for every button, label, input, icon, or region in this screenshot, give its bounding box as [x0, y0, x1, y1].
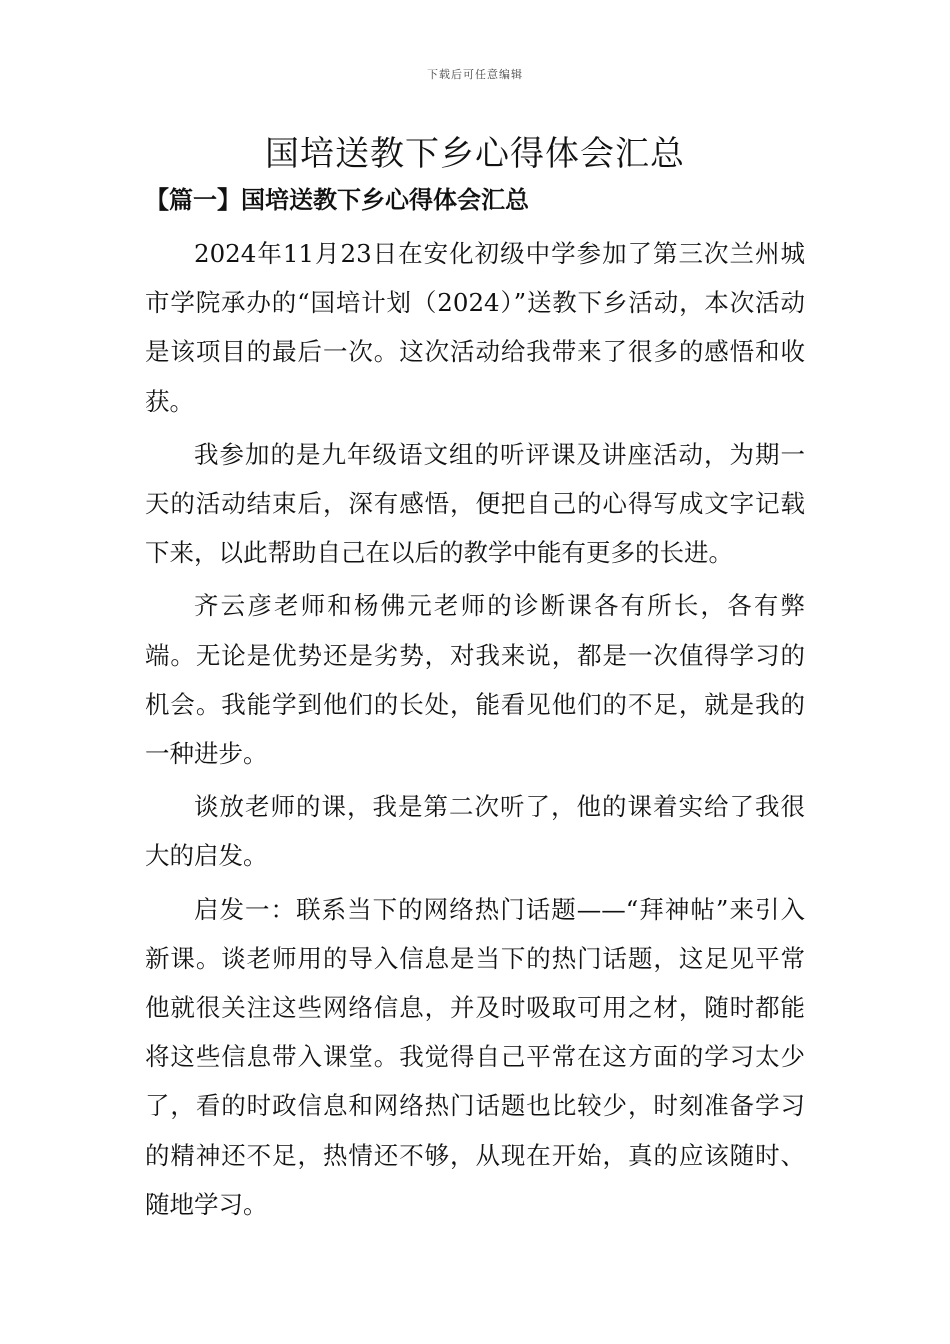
section-heading: 【篇一】国培送教下乡心得体会汇总: [145, 185, 529, 214]
paragraph-1: 2024年11月23日在安化初级中学参加了第三次兰州城市学院承办的“国培计划（2024）”送教下乡活动，本次活动是该项目的最后一次。这次活动给我带来了很多的感悟和收获。: [145, 239, 805, 416]
paragraph-5: 启发一：联系当下的网络热门话题——“拜神帖”来引入新课。谈老师用的导入信息是当下的热门话题，这足见平常他就很关注这些网络信息，并及时吸取可用之材，随时都能将这些信息带入课堂。我觉得自己平常在这方面的学习太少了，看的时政信息和网络热门话题也比较少，时刻准备学习的精神还不足，热情还不够，从现在开始，真的应该随时、随地学习。: [145, 894, 805, 1219]
paragraph-3: 齐云彦老师和杨佛元老师的诊断课各有所长，各有弊端。无论是优势还是劣势，对我来说，都是一次值得学习的机会。我能学到他们的长处，能看见他们的不足，就是我的一种进步。: [145, 591, 805, 769]
paragraph-4: 谈放老师的课，我是第二次听了，他的课着实给了我很大的启发。: [145, 792, 805, 871]
header-note: 下载后可任意编辑: [427, 68, 523, 81]
body-text: [145, 229, 805, 1233]
paragraph-2: 我参加的是九年级语文组的听评课及讲座活动，为期一天的活动结束后，深有感悟，便把自己的心得写成文字记载下来，以此帮助自己在以后的教学中能有更多的长进。: [145, 439, 805, 568]
document-title: 国培送教下乡心得体会汇总: [265, 134, 685, 174]
